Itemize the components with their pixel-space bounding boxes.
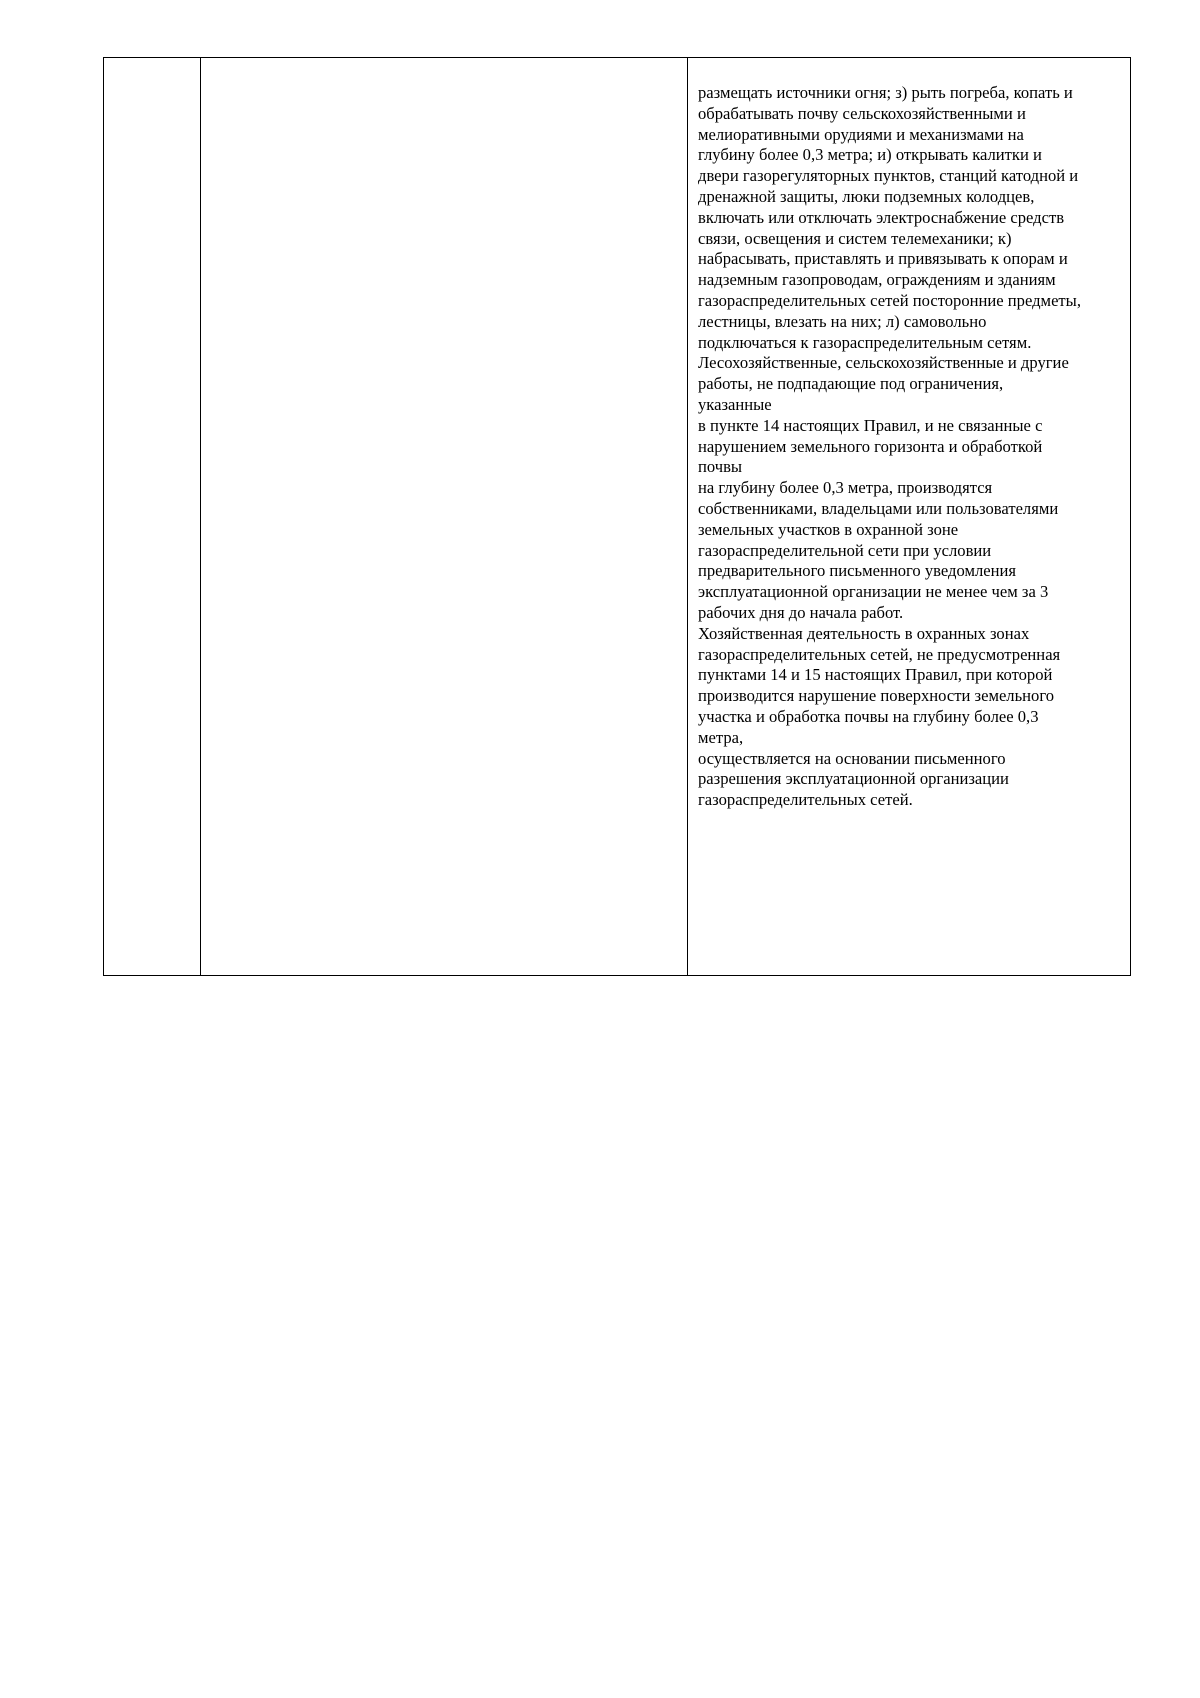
- text-line: земельных участков в охранной зоне: [698, 519, 959, 539]
- text-line: собственниками, владельцами или пользователями: [698, 498, 1059, 518]
- text-line: глубину более 0,3 метра; и) открывать калитки и: [698, 145, 1042, 165]
- text-line: Хозяйственная деятельность в охранных зонах: [698, 623, 1030, 643]
- text-line: эксплуатационной организации не менее чем за 3: [698, 582, 1049, 602]
- text-line: почвы: [698, 457, 743, 477]
- text-line: участка и обработка почвы на глубину более 0,3: [698, 706, 1039, 726]
- text-line: пунктами 14 и 15 настоящих Правил, при которой: [698, 665, 1053, 685]
- cell-text: [201, 58, 687, 83]
- text-line: осуществляется на основании письменного: [698, 748, 1006, 768]
- text-line: двери газорегуляторных пунктов, станций катодной и: [698, 166, 1079, 186]
- text-line: лестницы, влезать на них; л) самовольно: [698, 311, 987, 331]
- cell-text: [104, 58, 200, 83]
- text-line: газораспределительных сетей, не предусмотренная: [698, 644, 1061, 664]
- text-line: включать или отключать электроснабжение средств: [698, 207, 1065, 227]
- text-line: газораспределительных сетей.: [698, 790, 913, 810]
- text-line: в пункте 14 настоящих Правил, и не связанные с: [698, 415, 1043, 435]
- text-line: размещать источники огня; з) рыть погреба, копать и: [698, 83, 1073, 102]
- text-line: на глубину более 0,3 метра, производятся: [698, 478, 993, 498]
- text-line: Лесохозяйственные, сельскохозяйственные и другие: [698, 353, 1069, 373]
- text-line: разрешения эксплуатационной организации: [698, 769, 1009, 789]
- table-cell-number: [104, 58, 201, 976]
- table-cell-title: [201, 58, 688, 976]
- text-line: надземным газопроводам, ограждениям и зданиям: [698, 270, 1056, 290]
- text-line: производится нарушение поверхности земельного: [698, 686, 1055, 706]
- text-line: связи, освещения и систем телемеханики; к): [698, 228, 1012, 248]
- text-line: метра,: [698, 727, 744, 747]
- cell-paragraph: [688, 58, 1130, 811]
- text-line: работы, не подпадающие под ограничения,: [698, 374, 1004, 394]
- text-line: дренажной защиты, люки подземных колодцев,: [698, 186, 1035, 206]
- text-line: набрасывать, приставлять и привязывать к опорам и: [698, 249, 1068, 269]
- text-line: мелиоративными орудиями и механизмами на: [698, 124, 1024, 144]
- text-line: рабочих дня до начала работ.: [698, 602, 904, 622]
- text-line: газораспределительных сетей посторонние предметы,: [698, 290, 1081, 310]
- text-line: обрабатывать почву сельскохозяйственными и: [698, 103, 1026, 123]
- text-line: предварительного письменного уведомления: [698, 561, 1017, 581]
- text-line: подключаться к газораспределительным сетям.: [698, 332, 1032, 352]
- table-cell-content: [688, 58, 1131, 976]
- text-line: нарушением земельного горизонта и обработкой: [698, 436, 1043, 456]
- text-line: указанные: [698, 394, 772, 414]
- document-table: [103, 57, 1131, 976]
- text-line: газораспределительной сети при условии: [698, 540, 992, 560]
- table-row: [104, 58, 1131, 976]
